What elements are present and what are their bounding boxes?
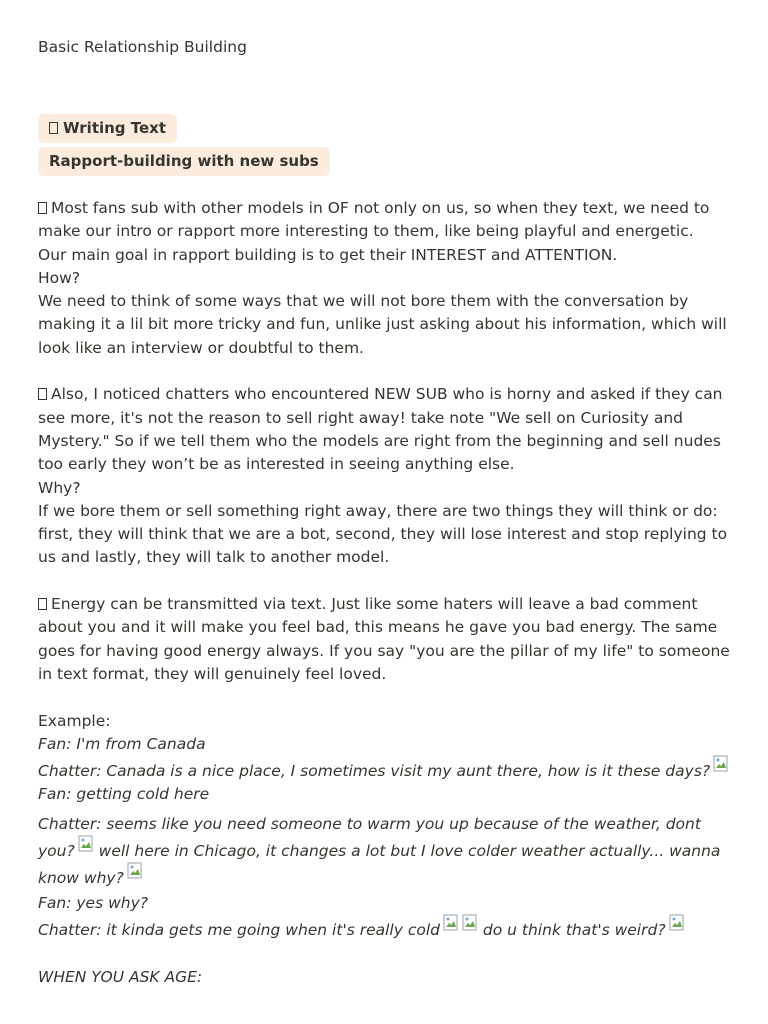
broken-image-icon <box>669 920 685 936</box>
example-line: Fan: getting cold here <box>38 785 210 804</box>
example-line: Fan: yes why? <box>38 893 148 912</box>
emoji-placeholder-icon <box>49 122 58 134</box>
broken-image-icon <box>462 920 478 936</box>
tag-rapport-building[interactable] <box>38 147 330 176</box>
example-line <box>38 760 732 783</box>
paragraph-text: Energy can be transmitted via text. Just like some haters will leave a bad comment about you and it will make you feel bad, this means he gave you bad energy. The same goes for having good energy always. If you say "you are the pillar of my life" to someone in text format, they will genuinely feel loved. <box>38 595 730 683</box>
example-line-text: Chatter: it kinda gets me going when it's really cold <box>38 921 440 940</box>
section-heading: WHEN YOU ASK AGE: <box>38 967 203 986</box>
example-line-text: well here in Chicago, it changes a lot but I love colder weather actually... wanna know why? <box>38 841 721 887</box>
emoji-placeholder-icon <box>38 202 47 214</box>
paragraph <box>38 593 732 686</box>
paragraph: We need to think of some ways that we will not bore them with the conversation by making it a lil bit more tricky and fun, unlike just asking about his information, which will look like an interview or doubtful to them. <box>38 292 727 357</box>
example-line-text: do u think that's weird? <box>477 921 666 940</box>
document-body <box>38 197 732 989</box>
paragraph: How? <box>38 268 81 287</box>
broken-image-icon <box>127 868 143 884</box>
broken-image-icon <box>78 841 94 857</box>
spacer <box>38 570 732 593</box>
paragraph: If we bore them or sell something right away, there are two things they will think or do: first, they will think that we are a bot, second, they will lose interest and stop replying to us and lastly, they will talk to another model. <box>38 501 728 567</box>
example-line-text: Chatter: seems like you need someone to warm you up because of the weather, dont you? <box>38 814 701 860</box>
spacer <box>38 686 732 709</box>
broken-image-icon <box>443 920 459 936</box>
example-line <box>38 919 732 942</box>
example-line: Fan: I'm from Canada <box>38 734 206 753</box>
breadcrumb[interactable]: Basic Relationship Building <box>38 38 247 56</box>
emoji-placeholder-icon <box>38 598 47 610</box>
spacer <box>38 360 732 383</box>
broken-image-icon <box>713 761 729 777</box>
paragraph-text: Most fans sub with other models in OF not only on us, so when they text, we need to make our intro or rapport more interesting to them, like being playful and energetic. <box>38 199 710 241</box>
tag-label: Writing Text <box>63 119 167 137</box>
emoji-placeholder-icon <box>38 388 47 400</box>
tag-label: Rapport-building with new subs <box>49 152 319 170</box>
example-label: Example: <box>38 711 111 730</box>
paragraph-text: Also, I noticed chatters who encountered NEW SUB who is horny and asked if they can see more, it's not the reason to sell right away! take note "We sell on Curiosity and Mystery." So if we tell them who the models are right from the beginning and sell nudes too early they won’t be as interested in seeing anything else. <box>38 385 723 474</box>
paragraph <box>38 197 732 244</box>
paragraph <box>38 383 732 476</box>
example-line <box>38 811 732 892</box>
example-line-text: Chatter: Canada is a nice place, I sometimes visit my aunt there, how is it these days? <box>38 762 711 781</box>
tag-writing-text[interactable] <box>38 114 177 143</box>
paragraph: Why? <box>38 478 81 497</box>
spacer <box>38 942 732 965</box>
paragraph: Our main goal in rapport building is to get their INTEREST and ATTENTION. <box>38 245 618 264</box>
